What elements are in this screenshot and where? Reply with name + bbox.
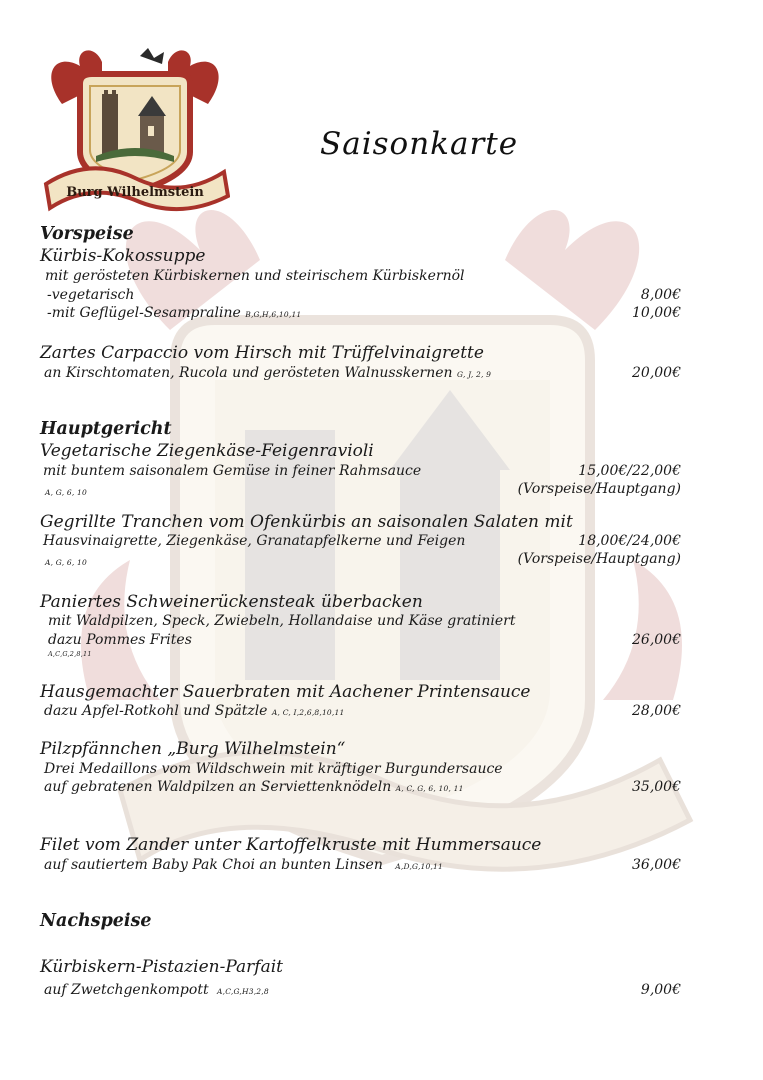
allergen-codes: A,D,G,10,11 — [395, 862, 444, 871]
allergen-codes: A,C,G,2,8,11 — [48, 650, 92, 658]
dish-description: mit Waldpilzen, Speck, Zwiebeln, Hollandaise und Käse gratiniert — [48, 613, 516, 629]
dish-description: mit gerösteten Kürbiskernen und steirischem Kürbiskernöl — [45, 268, 465, 284]
dish-description-text: auf gebratenen Waldpilzen an Serviettenknödeln — [44, 779, 392, 795]
allergen-codes: A,C,G,H3,2,8 — [217, 987, 269, 996]
allergen-codes: A, G, 6, 10 — [45, 488, 87, 497]
dish-description — [44, 779, 464, 795]
dish-description-text: auf Zwetchgenkompott — [44, 982, 209, 998]
portion-note: (Vorspeise/Hauptgang) — [517, 551, 681, 567]
dish-description: Hausvinaigrette, Ziegenkäse, Granatapfelkerne und Feigen — [43, 533, 466, 549]
burg-wilhelmstein-logo — [40, 44, 230, 216]
dish-name: Vegetarische Ziegenkäse-Feigenravioli — [40, 441, 374, 461]
dish-description-text: an Kirschtomaten, Rucola und gerösteten Walnusskernen — [44, 365, 453, 381]
dish-name: Gegrillte Tranchen vom Ofenkürbis an saisonalen Salaten mit — [40, 512, 573, 532]
dish-name: Zartes Carpaccio vom Hirsch mit Trüffelvinaigrette — [40, 343, 484, 363]
dish-description — [44, 365, 491, 381]
dish-description-text: auf sautiertem Baby Pak Choi an bunten Linsen — [44, 857, 383, 873]
dish-price: 20,00€ — [632, 365, 681, 381]
dish-option: -vegetarisch — [47, 287, 135, 303]
dish-price: 26,00€ — [632, 632, 681, 648]
allergen-codes: A, C, G, 6, 10, 11 — [395, 784, 464, 793]
dish-option — [47, 305, 301, 321]
dish-description: dazu Pommes Frites — [48, 632, 192, 648]
section-heading-vorspeise: Vorspeise — [40, 224, 134, 244]
dish-price: 10,00€ — [632, 305, 681, 321]
dish-price: 35,00€ — [632, 779, 681, 795]
section-heading-hauptgericht: Hauptgericht — [40, 419, 172, 439]
logo-banner-text: Burg Wilhelmstein — [66, 185, 204, 200]
allergen-codes: B,G,H,6,10,11 — [245, 310, 302, 319]
dish-description — [44, 703, 344, 719]
dish-price: 18,00€/24,00€ — [578, 533, 681, 549]
dish-price: 36,00€ — [632, 857, 681, 873]
allergen-codes: G, J, 2, 9 — [457, 370, 492, 379]
dish-price: 9,00€ — [640, 982, 681, 998]
allergen-codes: A, G, 6, 10 — [45, 558, 87, 567]
dish-name: Filet vom Zander unter Kartoffelkruste mit Hummersauce — [40, 835, 542, 855]
dish-description-text: dazu Apfel-Rotkohl und Spätzle — [44, 703, 268, 719]
portion-note: (Vorspeise/Hauptgang) — [517, 481, 681, 497]
dish-description — [44, 857, 443, 873]
dish-name: Hausgemachter Sauerbraten mit Aachener Printensauce — [40, 682, 531, 702]
dish-name: Kürbis-Kokossuppe — [40, 246, 206, 266]
dish-description: mit buntem saisonalem Gemüse in feiner Rahmsauce — [43, 463, 422, 479]
dish-description: Drei Medaillons vom Wildschwein mit kräftiger Burgundersauce — [44, 761, 503, 777]
dish-name: Kürbiskern-Pistazien-Parfait — [40, 957, 283, 977]
dish-name: Pilzpfännchen „Burg Wilhelmstein“ — [40, 739, 346, 759]
dish-description — [44, 982, 269, 998]
page-title: Saisonkarte — [320, 126, 519, 162]
dish-price: 15,00€/22,00€ — [578, 463, 681, 479]
section-heading-nachspeise: Nachspeise — [40, 911, 152, 931]
dish-price: 28,00€ — [632, 703, 681, 719]
allergen-codes: A, C, I,2,6,8,10,11 — [271, 708, 345, 717]
dish-name: Paniertes Schweinerückensteak überbacken — [40, 592, 423, 612]
dish-option-text: -mit Geflügel-Sesampraline — [47, 305, 241, 321]
dish-price: 8,00€ — [640, 287, 681, 303]
